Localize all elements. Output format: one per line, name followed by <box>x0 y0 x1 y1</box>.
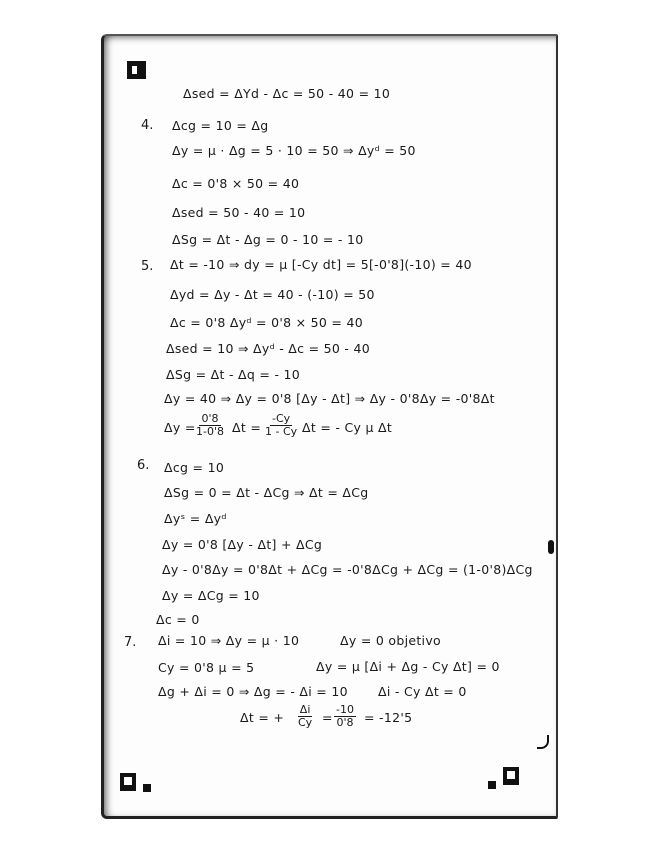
line-dcg-6: Δcg = 10 <box>164 460 225 475</box>
line-dy-dcg: Δy = ΔCg = 10 <box>162 588 260 603</box>
scan-marker-bottom-left <box>120 773 136 791</box>
fraction-2-den: 1 - Cy <box>265 425 298 438</box>
line-dy-mu: Δy = μ · Δg = 5 · 10 = 50 ⇒ Δyᵈ = 50 <box>172 143 416 158</box>
line-dys-dyd: Δyˢ = Δyᵈ <box>164 511 227 526</box>
scan-dot-bottom-right <box>488 781 496 789</box>
line-dt-frac-label: Δt = <box>232 420 262 435</box>
line-di-cy: Δi - Cy Δt = 0 <box>378 684 467 699</box>
line-dcg: Δcg = 10 = Δg <box>172 118 269 133</box>
item-number-4: 4. <box>141 118 154 133</box>
fraction-1 <box>194 413 226 438</box>
line-dsg-6: ΔSg = 0 = Δt - ΔCg ⇒ Δt = ΔCg <box>164 485 369 500</box>
scan-marker-top-left <box>127 61 146 79</box>
line-dyd: Δyd = Δy - Δt = 40 - (-10) = 50 <box>170 287 375 302</box>
fraction-4 <box>334 704 356 729</box>
fraction-3 <box>296 704 314 729</box>
line-dt: Δt = -10 ⇒ dy = μ [-Cy dt] = 5[-0'8](-10) = 40 <box>170 257 472 272</box>
line-dt-final-label: Δt = + <box>240 710 285 725</box>
line-dy-bracket: Δy = 0'8 [Δy - Δt] + ΔCg <box>162 537 323 552</box>
line-dy-frac-label: Δy = <box>164 420 196 435</box>
fraction-3-num: Δi <box>299 703 311 716</box>
item-number-7: 7. <box>124 635 137 650</box>
line-dc: Δc = 0'8 × 50 = 40 <box>172 176 300 191</box>
line-dsed: Δsed = 50 - 40 = 10 <box>172 205 306 220</box>
scan-marker-bottom-right <box>503 767 519 785</box>
line-cy-mu: Cy = 0'8 μ = 5 <box>158 660 255 675</box>
line-sed-1: Δsed = ΔYd - Δc = 50 - 40 = 10 <box>183 86 391 101</box>
line-dc-zero: Δc = 0 <box>156 612 200 627</box>
fraction-1-num: 0'8 <box>201 412 219 425</box>
fraction-3-den: Cy <box>298 716 313 729</box>
line-dsed-2: Δsed = 10 ⇒ Δyᵈ - Δc = 50 - 40 <box>166 341 371 356</box>
line-dy-40: Δy = 40 ⇒ Δy = 0'8 [Δy - Δt] ⇒ Δy - 0'8Δy = -0'8Δt <box>164 391 495 406</box>
fraction-2-num: -Cy <box>271 412 291 425</box>
line-dg-di: Δg + Δi = 0 ⇒ Δg = - Δi = 10 <box>158 684 348 699</box>
line-dt-mu: Δt = - Cy μ Δt <box>302 420 393 435</box>
fraction-4-num: -10 <box>336 703 354 716</box>
line-objetivo: Δy = 0 objetivo <box>340 633 441 648</box>
line-dc-2: Δc = 0'8 Δyᵈ = 0'8 × 50 = 40 <box>170 315 363 330</box>
line-eq-sign: = <box>322 710 333 725</box>
fraction-1-den: 1-0'8 <box>196 425 224 438</box>
line-result: = -12'5 <box>364 710 413 725</box>
item-number-5: 5. <box>141 259 154 274</box>
line-di: Δi = 10 ⇒ Δy = μ · 10 <box>158 633 300 648</box>
fraction-4-den: 0'8 <box>336 716 354 729</box>
line-dy-expand: Δy - 0'8Δy = 0'8Δt + ΔCg = -0'8ΔCg + ΔCg = (1-0'8)ΔCg <box>162 562 533 577</box>
edge-mark <box>548 540 554 554</box>
fraction-2 <box>263 413 299 438</box>
scan-dot-bottom-left <box>143 784 151 792</box>
line-dsg-2: ΔSg = Δt - Δq = - 10 <box>166 367 301 382</box>
item-number-6: 6. <box>137 458 150 473</box>
line-dsg: ΔSg = Δt - Δg = 0 - 10 = - 10 <box>172 232 364 247</box>
line-dy-zero: Δy = μ [Δi + Δg - Cy Δt] = 0 <box>316 659 500 674</box>
